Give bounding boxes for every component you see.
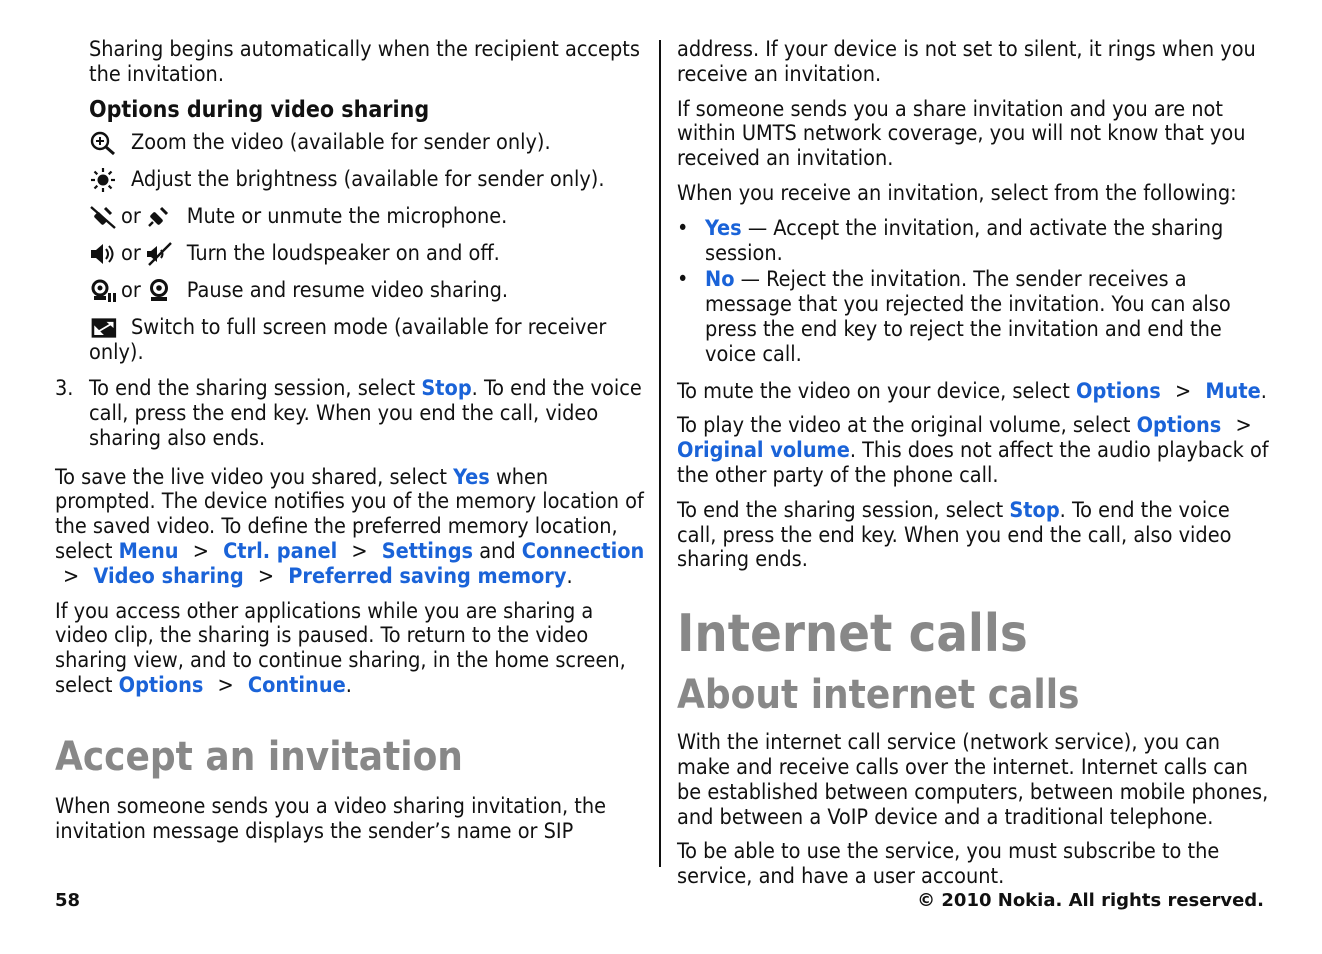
stop-link[interactable]: Stop: [421, 376, 472, 402]
path-separator: >: [217, 672, 234, 698]
path-separator: >: [1235, 413, 1252, 439]
path-separator: >: [192, 538, 209, 564]
left-column: [55, 38, 647, 854]
column-divider: [659, 40, 661, 867]
option-text: Turn the loudspeaker on and off.: [186, 240, 500, 266]
option-text: Zoom the video (available for sender only).: [131, 129, 551, 155]
options-link[interactable]: Options: [118, 672, 204, 698]
speaker-on-icon: [89, 241, 117, 267]
option-text: Switch to full screen mode (available for receiver only).: [89, 315, 607, 366]
or-text: or: [121, 203, 141, 229]
option-text: Pause and resume video sharing.: [186, 277, 509, 303]
option-loudspeaker: [89, 241, 647, 267]
right-column: [677, 38, 1269, 900]
option-zoom: [89, 130, 647, 156]
mute-link[interactable]: Mute: [1205, 378, 1261, 404]
resume-icon: [145, 278, 173, 304]
play-paragraph: To play the video at the original volume, select Options > Original volume. This does not affect the audio playback of the other party of the phone call.: [677, 413, 1269, 488]
option-text: Mute or unmute the microphone.: [186, 203, 508, 229]
yes-option-link[interactable]: Yes: [705, 215, 742, 241]
menu-link[interactable]: Menu: [118, 538, 179, 564]
video-sharing-link[interactable]: Video sharing: [93, 563, 244, 589]
no-option-link[interactable]: No: [705, 267, 735, 293]
accept-invitation-heading: Accept an invitation: [55, 733, 463, 780]
mute-paragraph: To mute the video on your device, select Options > Mute.: [677, 378, 1267, 404]
option-fullscreen: [89, 315, 647, 366]
end-session-paragraph: To end the sharing session, select Stop. To end the voice call, press the end key. When you end the call, also video sharing ends.: [677, 497, 1232, 573]
save-paragraph: To save the live video you shared, select Yes when prompted. The device notifies you of the memory location of the saved video. To define the preferred memory location, select Menu > Ctrl. panel > Settings and Connection > Video sharing > Preferred saving memory.: [55, 464, 645, 589]
option-pause-resume: [89, 278, 647, 304]
list-item-yes: • Yes — Accept the invitation, and activate the sharing session.: [677, 215, 1224, 266]
option-microphone: [89, 204, 647, 230]
access-paragraph: If you access other applications while you are sharing a video clip, the sharing is paused. To return to the video sharing view, and to continue sharing, in the home screen, select Options > Continue.: [55, 598, 626, 698]
step-list: [55, 377, 647, 451]
internet-calls-heading: Internet calls: [677, 604, 1028, 665]
continue-link[interactable]: Continue: [247, 672, 346, 698]
copyright-notice: © 2010 Nokia. All rights reserved.: [917, 890, 1264, 911]
about-paragraph-1: With the internet call service (network service), you can make and receive calls over the internet. Internet calls can be established between computers, between mobile phones, and between a VoIP device and a traditional telephone.: [677, 730, 1269, 830]
paragraph-select-following: When you receive an invitation, select from the following:: [677, 180, 1237, 206]
original-volume-link[interactable]: Original volume: [677, 438, 850, 464]
option-text: Adjust the brightness (available for sender only).: [131, 166, 605, 192]
fullscreen-icon: [89, 315, 117, 341]
intro-paragraph: Sharing begins automatically when the recipient accepts the invitation.: [89, 37, 640, 87]
path-separator: >: [1174, 378, 1192, 404]
option-brightness: [89, 167, 647, 193]
accept-paragraph: When someone sends you a video sharing invitation, the invitation message displays the sender’s name or SIP: [55, 793, 607, 844]
page-number: 58: [55, 890, 81, 911]
zoom-icon: [89, 130, 117, 156]
mic-mute-icon: [89, 204, 117, 230]
ctrl-panel-link[interactable]: Ctrl. panel: [223, 538, 338, 564]
about-paragraph-2: To be able to use the service, you must subscribe to the service, and have a user account.: [677, 839, 1220, 890]
bullet: •: [677, 215, 689, 241]
or-text: or: [121, 277, 141, 303]
step-3: 3. To end the sharing session, select Stop. To end the voice call, press the end key. When you end the call, video sharing also ends.: [55, 376, 642, 451]
mic-unmute-icon: [145, 204, 173, 230]
yes-link[interactable]: Yes: [453, 464, 490, 490]
speaker-off-icon: [145, 241, 173, 267]
bullet: •: [677, 267, 689, 293]
invitation-options-list: [677, 217, 1269, 368]
preferred-saving-memory-link[interactable]: Preferred saving memory: [288, 563, 567, 589]
paragraph-address: address. If your device is not set to silent, it rings when you receive an invitation.: [677, 37, 1256, 87]
options-heading: Options during video sharing: [89, 96, 430, 123]
settings-link[interactable]: Settings: [381, 538, 474, 564]
connection-link[interactable]: Connection: [521, 538, 645, 564]
path-separator: >: [63, 563, 80, 589]
options-link[interactable]: Options: [1136, 413, 1222, 439]
options-link[interactable]: Options: [1076, 378, 1161, 404]
paragraph-umts: If someone sends you a share invitation and you are not within UMTS network coverage, you will not know that you received an invitation.: [677, 96, 1246, 172]
or-text: or: [121, 240, 141, 266]
brightness-icon: [89, 167, 117, 193]
step-number: 3.: [55, 376, 74, 402]
path-separator: >: [351, 538, 368, 564]
stop-link[interactable]: Stop: [1009, 497, 1060, 523]
pause-icon: [89, 278, 117, 304]
about-internet-calls-heading: About internet calls: [677, 672, 1080, 719]
list-item-no: • No — Reject the invitation. The sender receives a message that you rejected the invitation. You can also press the end key to reject the invitation and end the voice call.: [677, 267, 1231, 367]
path-separator: >: [257, 563, 275, 589]
